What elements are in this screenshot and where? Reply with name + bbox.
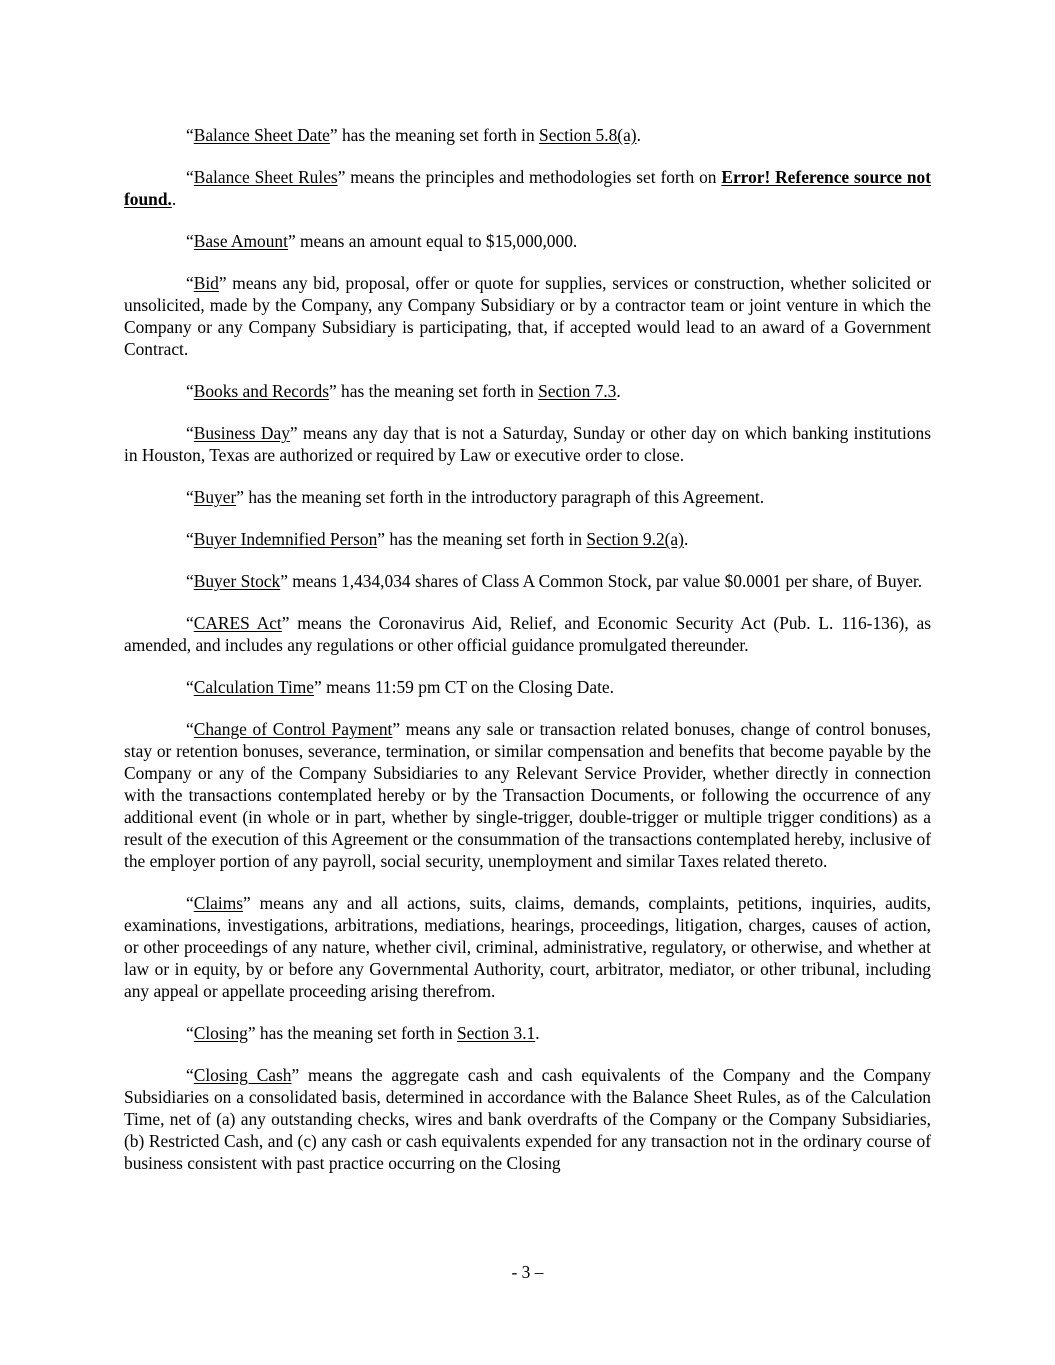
- definition-paragraph: “Change of Control Payment” means any sale or transaction related bonuses, change of control bonuses, stay or retention bonuses, severance, termination, or similar compensation and benefits that become payable by the Company or any of the Company Subsidiaries to any Relevant Service Provider, whether directly in connection with the transactions contemplated hereby or by the Transaction Documents, or following the occurrence of any additional event (in whole or in part, whether by single-trigger, double-trigger or multiple trigger conditions) as a result of the execution of this Agreement or the consummation of the transactions contemplated hereby, inclusive of the employer portion of any payroll, social security, unemployment and similar Taxes related thereto.: [124, 719, 931, 871]
- definitions-list: [124, 124, 931, 1174]
- definition-paragraph: “Calculation Time” means 11:59 pm CT on the Closing Date.: [186, 677, 614, 697]
- definition-paragraph: “Closing Cash” means the aggregate cash and cash equivalents of the Company and the Company Subsidiaries on a consolidated basis, determined in accordance with the Balance Sheet Rules, as of the Calculation Time, net of (a) any outstanding checks, wires and bank overdrafts of the Company or the Company Subsidiaries, (b) Restricted Cash, and (c) any cash or cash equivalents expended for any transaction not in the ordinary course of business consistent with past practice occurring on the Closing: [124, 1065, 931, 1173]
- definition-paragraph: “Base Amount” means an amount equal to $15,000,000.: [186, 231, 578, 251]
- underlined-term: Balance Sheet Date: [193, 125, 330, 145]
- document-page: [124, 124, 931, 1194]
- definition-paragraph: “Business Day” means any day that is not a Saturday, Sunday or other day on which banking institutions in Houston, Texas are authorized or required by Law or executive order to close.: [124, 423, 931, 465]
- definition-paragraph: “Closing” has the meaning set forth in Section 3.1.: [186, 1023, 540, 1043]
- underlined-term: Bid: [193, 273, 219, 293]
- definition-paragraph: “Balance Sheet Date” has the meaning set forth in Section 5.8(a).: [186, 125, 641, 145]
- underlined-term: Base Amount: [193, 231, 288, 251]
- underlined-term: CARES Act: [193, 613, 282, 633]
- underlined-term: Closing Cash: [193, 1065, 292, 1085]
- underlined-term: Section 9.2(a): [586, 529, 684, 549]
- definition-paragraph: “CARES Act” means the Coronavirus Aid, Relief, and Economic Security Act (Pub. L. 116-136), as amended, and includes any regulations or other official guidance promulgated thereunder.: [124, 613, 931, 655]
- definition-paragraph: “Bid” means any bid, proposal, offer or quote for supplies, services or construction, whether solicited or unsolicited, made by the Company, any Company Subsidiary or by a contractor team or joint venture in which the Company or any Company Subsidiary is participating, that, if accepted would lead to an award of a Government Contract.: [124, 273, 931, 359]
- definition-paragraph: “Balance Sheet Rules” means the principles and methodologies set forth on Error! Reference source not found..: [124, 167, 931, 209]
- underlined-term: Closing: [193, 1023, 248, 1043]
- underlined-term: Section 7.3: [538, 381, 617, 401]
- underlined-term: Buyer Stock: [193, 571, 281, 591]
- underlined-term: Books and Records: [193, 381, 329, 401]
- underlined-term: Section 5.8(a): [539, 125, 637, 145]
- definition-paragraph: “Buyer Stock” means 1,434,034 shares of Class A Common Stock, par value $0.0001 per share, of Buyer.: [186, 571, 923, 591]
- underlined-term: Section 3.1: [456, 1023, 536, 1043]
- underlined-term: Balance Sheet Rules: [193, 167, 338, 187]
- page-number: - 3 –: [511, 1262, 544, 1282]
- underlined-term: Claims: [193, 893, 244, 913]
- error-reference: Error! Reference source not found.: [124, 167, 931, 209]
- underlined-term: Change of Control Payment: [193, 719, 393, 739]
- underlined-term: Calculation Time: [193, 677, 315, 697]
- definition-paragraph: “Books and Records” has the meaning set forth in Section 7.3.: [186, 381, 621, 401]
- underlined-term: Buyer: [193, 487, 237, 507]
- underlined-term: Buyer Indemnified Person: [193, 529, 378, 549]
- underlined-term: Business Day: [193, 423, 290, 443]
- definition-paragraph: “Buyer” has the meaning set forth in the introductory paragraph of this Agreement.: [186, 487, 765, 507]
- definition-paragraph: “Buyer Indemnified Person” has the meaning set forth in Section 9.2(a).: [186, 529, 689, 549]
- definition-paragraph: “Claims” means any and all actions, suits, claims, demands, complaints, petitions, inquiries, audits, examinations, investigations, arbitrations, mediations, hearings, proceedings, litigation, charges, causes of action, or other proceedings of any nature, whether civil, criminal, administrative, regulatory, or otherwise, and whether at law or in equity, by or before any Governmental Authority, court, arbitrator, mediator, or other tribunal, including any appeal or appellate proceeding arising therefrom.: [124, 893, 931, 1001]
